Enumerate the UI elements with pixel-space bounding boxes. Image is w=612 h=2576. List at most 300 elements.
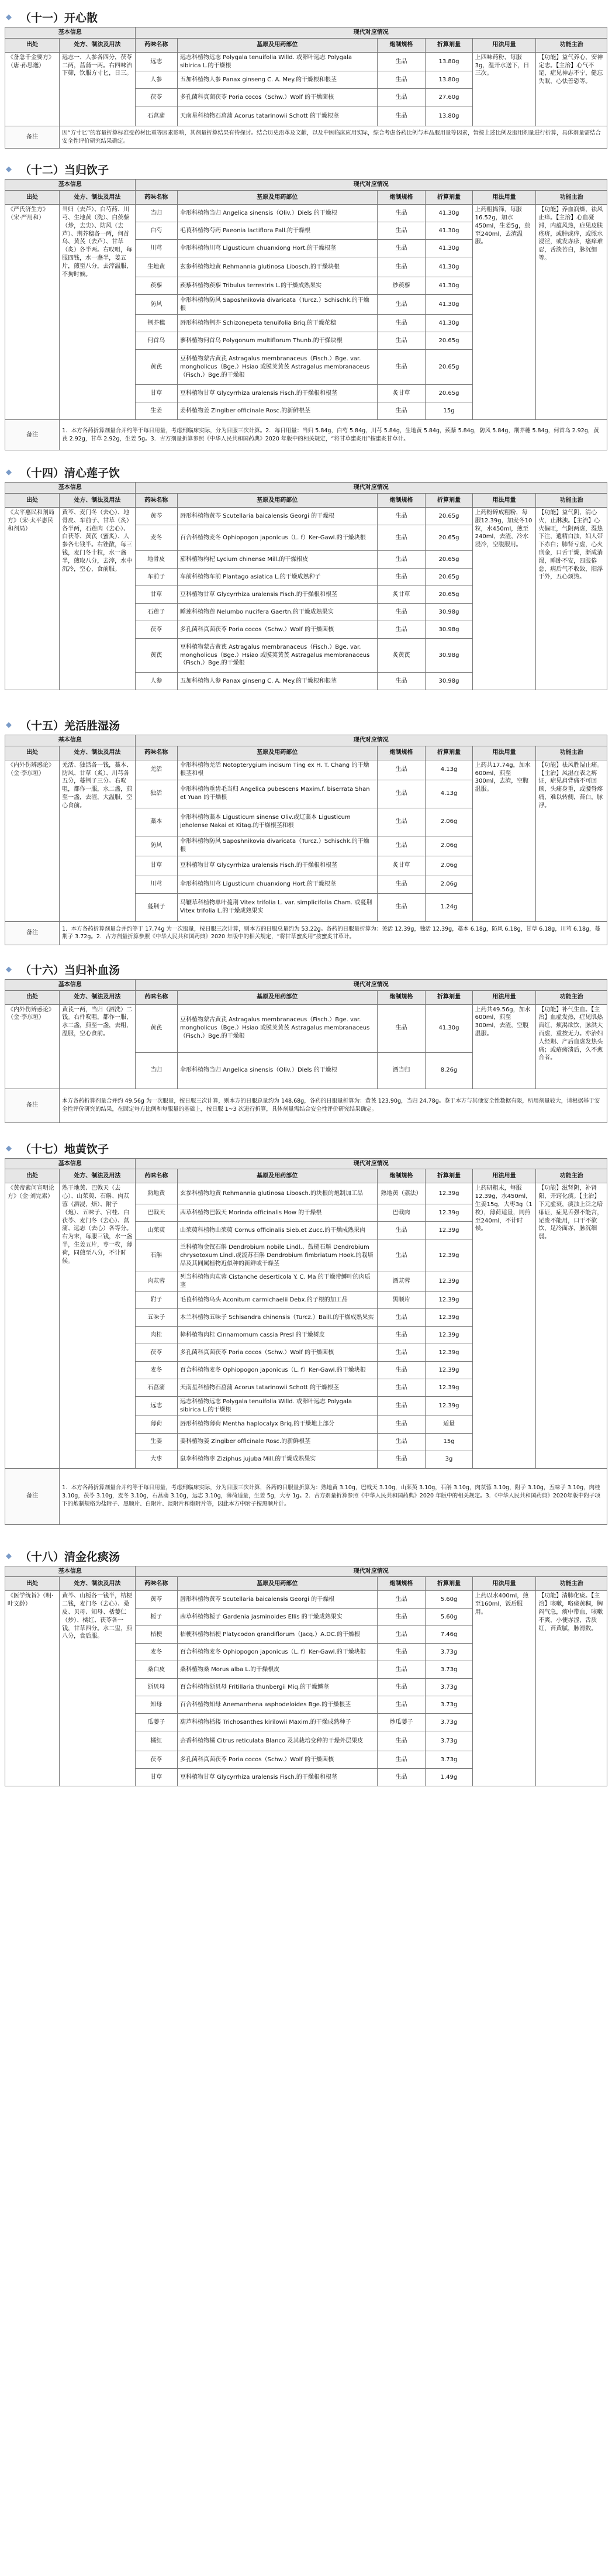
method-header: 处方、制法及用法 [60,191,135,205]
dose-cell: 5.60g [426,1591,472,1609]
process-cell: 生品 [377,240,426,257]
herb-cell: 蒺藜 [135,277,177,295]
dose-cell: 41.30g [426,205,472,222]
herb-cell: 生姜 [135,402,177,420]
section-title-text: （十六）当归补血汤 [20,963,120,977]
process-cell: 生品 [377,1769,426,1786]
modern-header: 现代对应情况 [135,1158,607,1169]
dose-cell: 3g [426,1451,472,1468]
origin-cell: 姜科植物姜 Zingiber officinale Rosc.的新鲜根茎 [178,1433,378,1451]
herb-cell: 当归 [135,1052,177,1089]
process-cell: 炒瓜蒌子 [377,1714,426,1731]
process-cell: 生品 [377,1379,426,1396]
dose-cell: 3.73g [426,1661,472,1679]
process-cell: 生品 [377,89,426,106]
formula-table [5,1158,607,1525]
dose-cell: 41.30g [426,240,472,257]
dose-cell: 12.39g [426,1326,472,1344]
herb-cell: 肉桂 [135,1326,177,1344]
formula-table [5,27,607,149]
herb-cell: 橘红 [135,1731,177,1751]
section-title [6,717,606,733]
origin-header: 基原及用药部位 [178,746,378,760]
table-row [5,205,607,222]
process-cell: 生品 [377,525,426,550]
dose-cell: 2.06g [426,836,472,856]
table-row [5,1004,607,1052]
modern-header: 现代对应情况 [135,1566,607,1577]
origin-cell: 远志科植物远志 Polygala tenuifolia Willd. 或卵叶远志 Polygala sibirica L.的干燥根 [178,52,378,71]
source-header: 出处 [5,38,60,52]
origin-cell: 百合科植物麦冬 Ophiopogon japonicus（L. f）Ker-Gawl.的干燥块根 [178,1644,378,1661]
dose-cell: 12.39g [426,1222,472,1239]
origin-cell: 茄科植物枸杞 Lycium chinense Mill.的干燥根皮 [178,550,378,568]
method-header: 处方、制法及用法 [60,38,135,52]
origin-cell: 玄参科植物地黄 Rehmannia glutinosa Libosch.的干燥块根 [178,257,378,277]
process-cell: 生品 [377,1731,426,1751]
origin-cell: 木兰科植物五味子 Schisandra chinensis（Turcz.）Baill.的干燥成熟果实 [178,1308,378,1326]
herb-cell: 大枣 [135,1451,177,1468]
herb-cell: 瓜蒌子 [135,1714,177,1731]
dose-cell: 1.24g [426,893,472,921]
herb-cell: 当归 [135,205,177,222]
bullet-icon: ◆ [6,965,12,974]
origin-cell: 桑科植物桑 Morus alba L.的干燥根皮 [178,1661,378,1679]
dose-header: 折算剂量 [426,493,472,507]
method-cell: 远志一、人参各四分，茯苓二两，菖蒲一两。右四味治下筛，饮服方寸匕，日三。 [60,52,135,126]
usage-header: 用法用量 [472,38,536,52]
origin-cell: 远志科植物远志 Polygala tenuifolia Willd. 或卵叶远志 Polygala sibirica L.的干燥根 [178,1396,378,1416]
process-cell: 生品 [377,836,426,856]
process-cell: 生品 [377,876,426,893]
process-cell: 炙甘草 [377,856,426,876]
dose-cell: 20.65g [426,332,472,350]
herb-cell: 车前子 [135,568,177,586]
basic-info-header: 基本信息 [5,735,136,746]
process-cell: 生品 [377,808,426,836]
usage-header: 用法用量 [472,1169,536,1183]
note-label: 备注 [5,1089,60,1122]
process-cell: 生品 [377,1433,426,1451]
modern-header: 现代对应情况 [135,735,607,746]
bullet-icon: ◆ [6,1144,12,1153]
dose-cell: 7.46g [426,1626,472,1644]
origin-cell: 豆科植物甘草 Glycyrrhiza uralensis Fisch.的干燥根和根茎 [178,1769,378,1786]
modern-header: 现代对应情况 [135,180,607,191]
note-cell: 因“方寸匕”的容量折算标准受药材比重等因素影响，其剂量折算结果有待探讨。结合历史沿革及文献，以及中医临床应用实际，综合考虑各药比例与本品服用量等因素，暂按上述比例及服用剂量进行折算，具体剂量需结合安全性评价研究结果确定。 [60,126,607,149]
origin-cell: 唇形科植物荆芥 Schizonepeta tenuifolia Briq.的干燥花穗 [178,315,378,332]
note-label: 备注 [5,1468,60,1524]
modern-header: 现代对应情况 [135,979,607,990]
usage-header: 用法用量 [472,191,536,205]
herb-cell: 浙贝母 [135,1679,177,1696]
process-cell: 生品 [377,315,426,332]
dose-cell: 30.98g [426,603,472,621]
column-header-row [5,191,607,205]
origin-cell: 兰科植物金钗石斛 Dendrobium nobile Lindl.、鼓槌石斛 Dendrobium chrysotoxum Lindl.或流苏石斛 Dendrobium fimbriatum Hook.的栽培品及其同属植物近似种的新鲜或干燥茎 [178,1239,378,1272]
usage-cell: 上药以水400ml，煎至160ml，饭后服用。 [472,1591,536,1786]
source-header: 出处 [5,191,60,205]
bullet-icon: ◆ [6,1551,12,1561]
herb-cell: 羌活 [135,760,177,780]
source-header: 出处 [5,493,60,507]
process-cell: 生品 [377,1416,426,1433]
function-cell: 【功能】养血润燥，祛风止痒。【主治】心血凝滞，内蕴风热，症见皮肤疮疥，或肿或痒，或脓水浸淫，或发赤疹，瘙痒难忍，舌淡苔白，脉沉细等。 [536,205,607,420]
origin-header: 基原及用药部位 [178,1169,378,1183]
origin-cell: 车前科植物车前 Plantago asiatica L.的干燥成熟种子 [178,568,378,586]
origin-header: 基原及用药部位 [178,990,378,1004]
process-cell: 生品 [377,1326,426,1344]
dose-cell: 15g [426,402,472,420]
herb-cell: 蔓荆子 [135,893,177,921]
modern-header: 现代对应情况 [135,483,607,494]
dose-cell: 20.65g [426,568,472,586]
herb-header: 药味名称 [135,746,177,760]
process-cell: 生品 [377,550,426,568]
origin-cell: 伞形科植物防风 Saposhnikovia divaricata（Turcz.）Schischk.的干燥根 [178,836,378,856]
section-title [6,1548,606,1564]
herb-header: 药味名称 [135,191,177,205]
header-row [5,1566,607,1577]
method-header: 处方、制法及用法 [60,1169,135,1183]
origin-cell: 百合科植物知母 Anemarrhena asphodeloides Bge.的干燥根茎 [178,1696,378,1714]
herb-cell: 桑白皮 [135,1661,177,1679]
dose-cell: 41.30g [426,257,472,277]
source-header: 出处 [5,1577,60,1591]
origin-cell: 毛茛科植物乌头 Aconitum carmichaelii Debx.的子根的加工品 [178,1291,378,1308]
process-cell: 生品 [377,1451,426,1468]
method-header: 处方、制法及用法 [60,990,135,1004]
origin-cell: 豆科植物蒙古黄芪 Astragalus membranaceus（Fisch.）Bge. var. mongholicus（Bge.）Hsiao 或膜荚黄芪 Astragalus membranaceus（Fisch.）Bge.的干燥根 [178,1004,378,1052]
usage-header: 用法用量 [472,990,536,1004]
usage-header: 用法用量 [472,746,536,760]
function-cell: 【功能】清肺化痰。【主治】咳嗽，咯痰黄稠，胸闷气急，痰中带血，咳嗽不爽，小便赤涩，舌质红，苔黄腻，脉滑数。 [536,1591,607,1786]
section-title-text: （十一）开心散 [20,12,98,25]
method-cell: 黄芩、山栀各一钱半，桔梗二钱，麦门冬（去心）、桑皮、贝母、知母、栝蒌仁（炒）、橘红、茯苓各一钱，甘草四分。水二盅，煎八分，食后服。 [60,1591,135,1786]
herb-cell: 栀子 [135,1609,177,1626]
herb-cell: 山茱萸 [135,1222,177,1239]
origin-cell: 伞形科植物当归 Angelica sinensis（Oliv.）Diels 的干燥根 [178,1052,378,1089]
usage-cell: 上药共17.74g，加水600ml，煎至300ml，去渣，空腹温服。 [472,760,536,921]
herb-cell: 甘草 [135,586,177,603]
origin-cell: 山茱萸科植物山茱萸 Cornus officinalis Sieb.et Zucc.的干燥成熟果肉 [178,1222,378,1239]
section-title [6,962,606,977]
column-header-row [5,493,607,507]
column-header-row [5,990,607,1004]
herb-header: 药味名称 [135,493,177,507]
note-label: 备注 [5,420,60,450]
herb-cell: 麦冬 [135,525,177,550]
origin-cell: 睡莲科植物莲 Nelumbo nucifera Gaertn.的干燥成熟果实 [178,603,378,621]
header-row [5,979,607,990]
dose-cell: 41.30g [426,1004,472,1052]
process-cell: 酒当归 [377,1052,426,1089]
section-title [6,161,606,177]
herb-cell: 薄荷 [135,1416,177,1433]
dose-cell: 13.80g [426,71,472,89]
note-row [5,921,607,945]
process-cell: 生品 [377,1308,426,1326]
dose-cell: 41.30g [426,295,472,315]
process-cell: 生品 [377,1344,426,1361]
header-row [5,483,607,494]
process-cell: 生品 [377,1361,426,1379]
dose-cell: 3.73g [426,1644,472,1661]
basic-info-header: 基本信息 [5,483,136,494]
table-row [5,1591,607,1609]
function-cell: 【功能】祛风胜湿止痛。【主治】风湿在表之痹证，症见肩背痛不可回顾，头痛身重，或腰脊疼痛，难以转侧，苔白，脉浮。 [536,760,607,921]
process-cell: 生品 [377,621,426,638]
dose-cell: 适量 [426,1416,472,1433]
usage-header: 用法用量 [472,1577,536,1591]
herb-cell: 黄芪 [135,1004,177,1052]
origin-cell: 蓼科植物何首乌 Polygonum multiflorum Thunb.的干燥块根 [178,332,378,350]
dose-cell: 5.60g [426,1609,472,1626]
origin-cell: 芸香科植物橘 Citrus reticulata Blanco 及其栽培变种的干燥外层果皮 [178,1731,378,1751]
dose-cell: 12.39g [426,1396,472,1416]
herb-cell: 甘草 [135,385,177,402]
process-cell: 生品 [377,295,426,315]
note-cell: 1．本方各药折算剂量合并约等于 17.74g 为一次服量，按日服三次计算，则本方的日服总量约为 53.22g。各药的日服量折算为：羌活 12.39g，独活 12.39g，藁本 6.18g，防风 6.18g，甘草 6.18g，川芎 6.18g，蔓荆子 3.72g。2．古方剂量折算参照《中华人民共和国药典》2020 年版中的相关规定，“将甘草蜜炙用”按蜜炙甘草计。 [60,921,607,945]
method-cell: 黄芩、麦门冬（去心）、地骨皮、车前子、甘草（炙）各半两，石莲肉（去心）、白茯苓、黄芪（蜜炙）、人参各七钱半。右锉散，每三钱，麦门冬十粒，水一盏半，煎取八分，去滓，水中沉冷，空心，食前服。 [60,507,135,690]
herb-cell: 茯苓 [135,89,177,106]
process-cell: 炙甘草 [377,586,426,603]
dose-cell: 30.98g [426,638,472,672]
origin-header: 基原及用药部位 [178,1577,378,1591]
dose-header: 折算剂量 [426,1169,472,1183]
origin-cell: 唇形科植物黄芩 Scutellaria baicalensis Georgi 的干燥根 [178,1591,378,1609]
dose-header: 折算剂量 [426,990,472,1004]
header-row [5,27,607,39]
dose-cell: 30.98g [426,621,472,638]
source-header: 出处 [5,1169,60,1183]
process-cell: 生品 [377,1696,426,1714]
bullet-icon: ◆ [6,468,12,477]
herb-cell: 防风 [135,836,177,856]
note-row [5,126,607,149]
usage-cell: 上药共49.56g，加水600ml，煎至300ml，去渣，空腹温服。 [472,1004,536,1089]
herb-cell: 独活 [135,780,177,808]
function-header: 功能主治 [536,38,607,52]
process-cell: 生品 [377,1396,426,1416]
herb-cell: 茯苓 [135,621,177,638]
dose-cell: 13.80g [426,106,472,126]
process-cell: 生品 [377,1626,426,1644]
process-cell: 生品 [377,1679,426,1696]
basic-info-header: 基本信息 [5,1566,136,1577]
dose-cell: 41.30g [426,277,472,295]
source-cell: 《太平惠民和剂局方》（宋·太平惠民和剂局） [5,507,60,690]
origin-cell: 天南星科植物石菖蒲 Acorus tatarinowii Schott 的干燥根茎 [178,1379,378,1396]
process-cell: 熟地黄（蒸法） [377,1183,426,1204]
method-header: 处方、制法及用法 [60,493,135,507]
herb-cell: 何首乌 [135,332,177,350]
origin-cell: 五加科植物人参 Panax ginseng C. A. Mey.的干燥根和根茎 [178,71,378,89]
function-header: 功能主治 [536,746,607,760]
source-header: 出处 [5,990,60,1004]
herb-cell: 防风 [135,295,177,315]
source-cell: 《黄帝素问宣明论方》（金·刘完素） [5,1183,60,1468]
herb-header: 药味名称 [135,1169,177,1183]
process-header: 炮制规格 [377,493,426,507]
process-cell: 黑顺片 [377,1291,426,1308]
herb-cell: 肉苁蓉 [135,1272,177,1292]
process-cell: 生品 [377,205,426,222]
dose-cell: 30.98g [426,672,472,690]
function-cell: 【功能】滋肾阴，补肾阳，开窍化痰。【主治】下元虚衰，痰浊上泛之喑痱证，症见舌强不能言，足废不能用，口干不欲饮，足冷面赤，脉沉细弱。 [536,1183,607,1468]
herb-cell: 石斛 [135,1239,177,1272]
source-cell: 《内外伤辨惑论》（金·李东垣） [5,760,60,921]
note-row [5,420,607,450]
origin-cell: 多孔菌科真菌茯苓 Poria cocos（Schw.）Wolf 的干燥菌核 [178,89,378,106]
origin-cell: 伞形科植物重齿毛当归 Angelica pubescens Maxim.f. biserrata Shan et Yuan 的干燥根 [178,780,378,808]
dose-cell: 41.30g [426,315,472,332]
dose-cell: 12.39g [426,1308,472,1326]
method-header: 处方、制法及用法 [60,746,135,760]
dose-cell: 2.06g [426,808,472,836]
origin-cell: 鼠李科植物枣 Ziziphus jujuba Mill.的干燥成熟果实 [178,1451,378,1468]
herb-cell: 远志 [135,1396,177,1416]
dose-cell: 3.73g [426,1731,472,1751]
origin-header: 基原及用药部位 [178,493,378,507]
herb-cell: 石莲子 [135,603,177,621]
herb-cell: 甘草 [135,856,177,876]
basic-info-header: 基本信息 [5,979,136,990]
dose-cell: 8.26g [426,1052,472,1089]
origin-cell: 伞形科植物藁本 Ligusticum sinense Oliv.或辽藁本 Ligusticum jeholense Nakai et Kitag.的干燥根茎和根 [178,808,378,836]
dose-cell: 12.39g [426,1379,472,1396]
dose-cell: 4.13g [426,760,472,780]
dose-cell: 20.65g [426,550,472,568]
dose-cell: 20.65g [426,507,472,525]
herb-cell: 川芎 [135,876,177,893]
table-row [5,507,607,525]
herb-cell: 五味子 [135,1308,177,1326]
origin-cell: 伞形科植物川芎 Ligusticum chuanxiong Hort.的干燥根茎 [178,876,378,893]
note-cell: 1．本方各药折算剂量合并约等于每日用量，考虑到临床实际，分为日服三次计算。2．每日用量：当归 5.84g，白芍 5.84g，川芎 5.84g，生地黄 5.84g，蒺藜 5.84g，防风 5.84g，荆芥穗 5.84g，何首乌 2.92g，黄芪 2.92g，甘草 2.92g，生姜 5g。3．古方剂量折算参照《中华人民共和国药典》2020 年版中的相关规定，“将甘草蜜炙用”按蜜炙甘草计。 [60,420,607,450]
dose-cell: 12.39g [426,1183,472,1204]
function-cell: 【功能】补气生血。【主治】血虚发热，症见肌热面红，烦渴欲饮，脉洪大而虚，重按无力。亦治妇人经期、产后血虚发热头痛；或疮疡溃后，久不愈合者。 [536,1004,607,1089]
basic-info-header: 基本信息 [5,27,136,39]
herb-cell: 熟地黄 [135,1183,177,1204]
origin-cell: 天南星科植物石菖蒲 Acorus tatarinowii Schott 的干燥根茎 [178,106,378,126]
process-cell: 巴戟肉 [377,1204,426,1222]
origin-cell: 伞形科植物川芎 Ligusticum chuanxiong Hort.的干燥根茎 [178,240,378,257]
header-row [5,1158,607,1169]
dose-cell: 27.60g [426,89,472,106]
origin-header: 基原及用药部位 [178,191,378,205]
origin-cell: 多孔菌科真菌茯苓 Poria cocos（Schw.）Wolf 的干燥菌核 [178,621,378,638]
process-cell: 生品 [377,1004,426,1052]
origin-cell: 伞形科植物当归 Angelica sinensis（Oliv.）Diels 的干燥根 [178,205,378,222]
process-cell: 生品 [377,1751,426,1769]
herb-cell: 黄芪 [135,638,177,672]
note-cell: 1．本方各药折算剂量合并约等于每日用量，考虑到临床实际，分为日服三次计算，各药的日服量折算为：熟地黄 3.10g，巴戟天 3.10g，山茱萸 3.10g，石斛 3.10g，肉苁蓉 3.10g，附子 3.10g，五味子 3.10g，肉桂 3.10g，茯苓 3.10g，麦冬 3.10g，石菖蒲 3.10g，远志 3.10g，薄荷适量，生姜 5g，大枣 1g。2．古方剂量折算参照《中华人民共和国药典》2020 年版中的相关规定。3．《中华人民共和国药典》2020年版中附子项下的炮制规格为盐附子、黑顺片、白附片、淡附片和炮附片等，因此本方中附子按黑顺片计。 [60,1468,607,1524]
process-header: 炮制规格 [377,1577,426,1591]
origin-cell: 豆科植物蒙古黄芪 Astragalus membranaceus（Fisch.）Bge. var. mongholicus（Bge.）Hsiao 或膜荚黄芪 Astragalus membranaceus（Fisch.）Bge.的干燥根 [178,638,378,672]
section-title-text: （十二）当归饮子 [20,164,109,177]
herb-header: 药味名称 [135,1577,177,1591]
source-cell: 《严氏济生方》（宋·严用和） [5,205,60,420]
process-header: 炮制规格 [377,746,426,760]
herb-cell: 茯苓 [135,1344,177,1361]
usage-cell: 上药粉碎成粗粉，每服12.39g，加麦冬10粒，水450ml，煎至240ml，去渣，冷水浸冷，空腹服用。 [472,507,536,690]
process-cell: 炒蒺藜 [377,277,426,295]
origin-cell: 蒺藜科植物蒺藜 Tribulus terrestris L.的干燥成熟果实 [178,277,378,295]
process-cell: 生品 [377,893,426,921]
table-row [5,52,607,71]
origin-cell: 马鞭草科植物单叶蔓荆 Vitex trifolia L. var. simplicifolia Cham. 或蔓荆 Vitex trifolia L.的干燥成熟果实 [178,893,378,921]
usage-cell: 上药研粗末，每服12.39g，水450ml，生姜15g，大枣3g（1枚），薄荷适量，同煎至240ml，不计时候。 [472,1183,536,1468]
process-cell: 生品 [377,1222,426,1239]
origin-cell: 樟科植物肉桂 Cinnamomum cassia Presl 的干燥树皮 [178,1326,378,1344]
herb-cell: 荆芥穗 [135,315,177,332]
process-cell: 酒苁蓉 [377,1272,426,1292]
dose-cell: 2.06g [426,876,472,893]
section-title [6,1141,606,1156]
dose-cell: 12.39g [426,1239,472,1272]
process-cell: 生品 [377,71,426,89]
origin-cell: 唇形科植物黄芩 Scutellaria baicalensis Georgi 的干燥根 [178,507,378,525]
function-header: 功能主治 [536,1169,607,1183]
herb-cell: 黄芪 [135,350,177,385]
dose-cell: 12.39g [426,1361,472,1379]
dose-cell: 20.65g [426,350,472,385]
header-row [5,180,607,191]
origin-cell: 豆科植物蒙古黄芪 Astragalus membranaceus（Fisch.）Bge. var. mongholicus（Bge.）Hsiao 或膜荚黄芪 Astragalus membranaceus（Fisch.）Bge.的干燥根 [178,350,378,385]
origin-cell: 姜科植物姜 Zingiber officinale Rosc.的新鲜根茎 [178,402,378,420]
dose-cell: 2.06g [426,856,472,876]
dose-cell: 3.73g [426,1751,472,1769]
formula-table [5,179,607,450]
process-header: 炮制规格 [377,1169,426,1183]
process-cell: 生品 [377,1239,426,1272]
column-header-row [5,38,607,52]
method-cell: 熟干地黄、巴戟天（去心）、山茱萸、石斛、肉苁蓉（酒浸，焙）、附子（炮）、五味子、官桂、白茯苓、麦门冬（去心）、菖蒲、远志（去心）各等分。右为末，每服三钱，水一盏半，生姜五片，枣一枚，薄荷，同煎至八分，不计时候。 [60,1183,135,1468]
herb-cell: 知母 [135,1696,177,1714]
origin-cell: 伞形科植物防风 Saposhnikovia divaricata（Turcz.）Schischk.的干燥根 [178,295,378,315]
herb-cell: 甘草 [135,1769,177,1786]
herb-cell: 人参 [135,672,177,690]
origin-cell: 百合科植物麦冬 Ophiopogon japonicus（L. f）Ker-Gawl.的干燥块根 [178,525,378,550]
process-cell: 生品 [377,52,426,71]
dose-header: 折算剂量 [426,191,472,205]
method-header: 处方、制法及用法 [60,1577,135,1591]
herb-cell: 石菖蒲 [135,1379,177,1396]
bullet-icon: ◆ [6,13,12,22]
header-row [5,735,607,746]
process-cell: 生品 [377,1644,426,1661]
process-cell: 生品 [377,402,426,420]
herb-cell: 黄芩 [135,507,177,525]
origin-cell: 豆科植物甘草 Glycyrrhiza uralensis Fisch.的干燥根和根茎 [178,385,378,402]
source-cell: 《备急千金要方》（唐·孙思邈） [5,52,60,126]
herb-cell: 茯苓 [135,1751,177,1769]
process-header: 炮制规格 [377,38,426,52]
dose-cell: 15g [426,1433,472,1451]
origin-cell: 百合科植物浙贝母 Fritillaria thunbergii Miq.的干燥鳞茎 [178,1679,378,1696]
herb-cell: 巴戟天 [135,1204,177,1222]
dose-cell: 3.73g [426,1696,472,1714]
note-cell: 本方各药折算剂量合并约 49.56g 为一次服量，按日服三次计算，则本方的日服总量约为 148.68g，各药的日服量折算为：黄芪 123.90g，当归 24.78g。鉴于本方与其他安全性数据有限，所用剂量较大，请根据基于安全性评价研究的结果，在固定每方比例和每服量的基础上，按日服 1~3 次进行折算，具体剂量需结合安全性评价研究结果确定。 [60,1089,607,1122]
origin-cell: 列当科植物肉苁蓉 Cistanche deserticola Y. C. Ma 的干燥带鳞叶的肉质茎 [178,1272,378,1292]
process-cell: 生品 [377,507,426,525]
herb-cell: 地骨皮 [135,550,177,568]
process-header: 炮制规格 [377,191,426,205]
origin-cell: 豆科植物甘草 Glycyrrhiza uralensis Fisch.的干燥根和根茎 [178,586,378,603]
function-header: 功能主治 [536,191,607,205]
source-cell: 《医学统旨》（明·叶文龄） [5,1591,60,1786]
